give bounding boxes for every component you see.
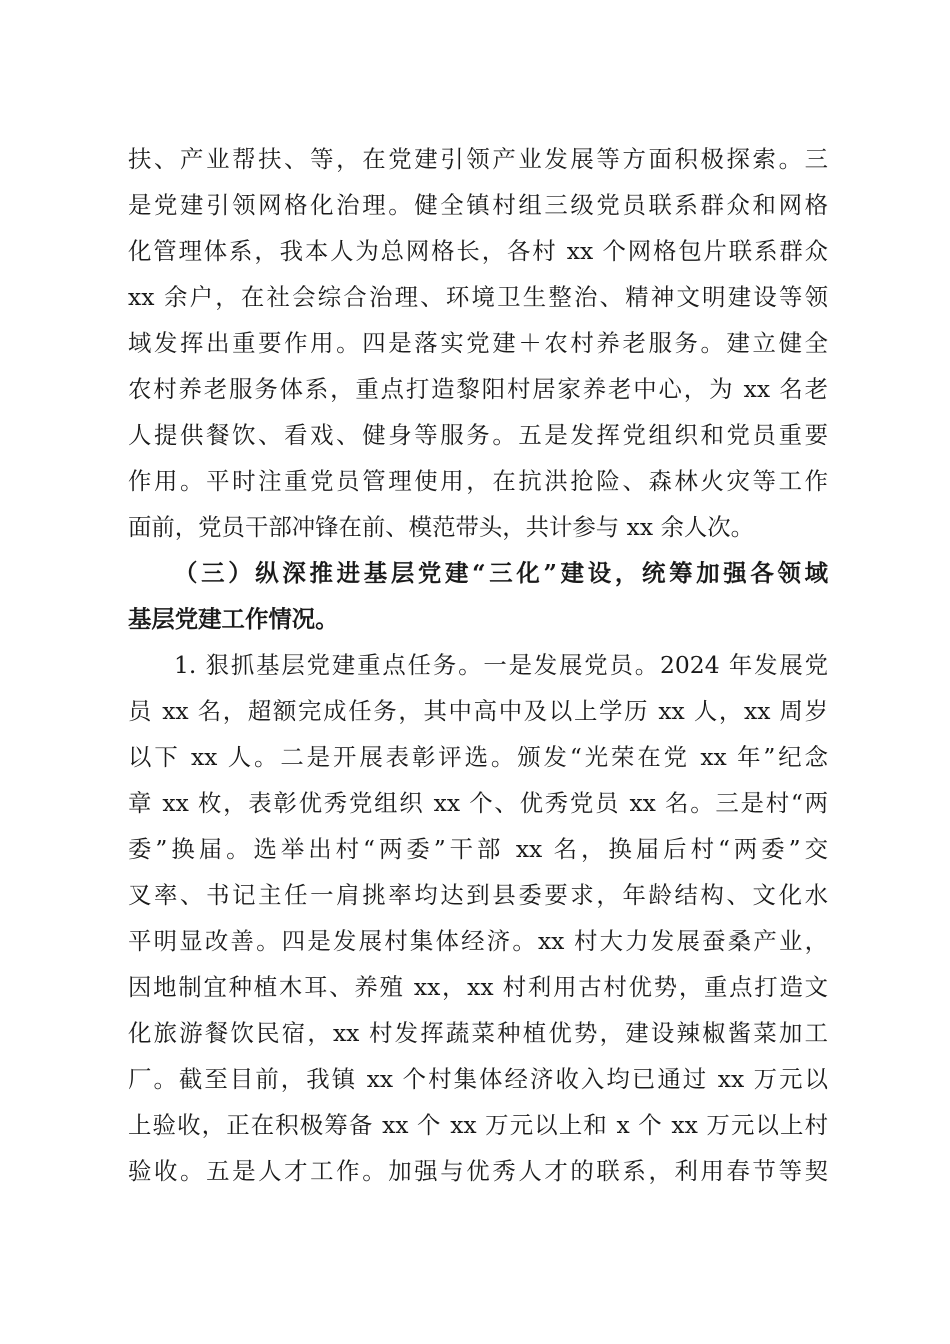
text-line: 以下 xx 人。二是开展表彰评选。颁发“光荣在党 xx 年”纪念 xyxy=(128,743,828,771)
text-line: 域发挥出重要作用。四是落实党建＋农村养老服务。建立健全 xyxy=(128,329,828,357)
text-line: 员 xx 名，超额完成任务，其中高中及以上学历 xx 人，xx 周岁 xyxy=(128,697,828,725)
text-line: 平明显改善。四是发展村集体经济。xx 村大力发展蚕桑产业， xyxy=(128,927,828,955)
text-line: 委”换届。选举出村“两委”干部 xx 名，换届后村“两委”交 xyxy=(128,835,828,863)
text-line: 扶、产业帮扶、等，在党建引领产业发展等方面积极探索。三 xyxy=(128,145,828,173)
text-line: 验收。五是人才工作。加强与优秀人才的联系，利用春节等契 xyxy=(128,1157,828,1185)
text-line: 叉率、书记主任一肩挑率均达到县委要求，年龄结构、文化水 xyxy=(128,881,828,909)
text-line: 上验收，正在积极筹备 xx 个 xx 万元以上和 x 个 xx 万元以上村 xyxy=(128,1111,828,1139)
text-line: 面前，党员干部冲锋在前、模范带头，共计参与 xx 余人次。 xyxy=(128,513,755,541)
body-text xyxy=(128,136,828,1194)
text-line: 化管理体系，我本人为总网格长，各村 xx 个网格包片联系群众 xyxy=(128,237,828,265)
text-line: 是党建引领网格化治理。健全镇村组三级党员联系群众和网格 xyxy=(128,191,828,219)
text-line: 厂。截至目前，我镇 xx 个村集体经济收入均已通过 xx 万元以 xyxy=(128,1065,828,1093)
text-line: 人提供餐饮、看戏、健身等服务。五是发挥党组织和党员重要 xyxy=(128,421,828,449)
section-heading-line: （三）纵深推进基层党建“三化”建设，统筹加强各领域 xyxy=(174,559,828,587)
text-line: 作用。平时注重党员管理使用，在抗洪抢险、森林火灾等工作 xyxy=(128,467,828,495)
text-line: 章 xx 枚，表彰优秀党组织 xx 个、优秀党员 xx 名。三是村“两 xyxy=(128,789,828,817)
text-line: 1. 狠抓基层党建重点任务。一是发展党员。2024 年发展党 xyxy=(174,651,828,679)
text-line: 农村养老服务体系，重点打造黎阳村居家养老中心，为 xx 名老 xyxy=(128,375,828,403)
text-line: 化旅游餐饮民宿，xx 村发挥蔬菜种植优势，建设辣椒酱菜加工 xyxy=(128,1019,828,1047)
text-line: 因地制宜种植木耳、养殖 xx，xx 村利用古村优势，重点打造文 xyxy=(128,973,828,1001)
section-heading-line: 基层党建工作情况。 xyxy=(128,605,339,633)
text-line: xx 余户，在社会综合治理、环境卫生整治、精神文明建设等领 xyxy=(128,283,828,311)
